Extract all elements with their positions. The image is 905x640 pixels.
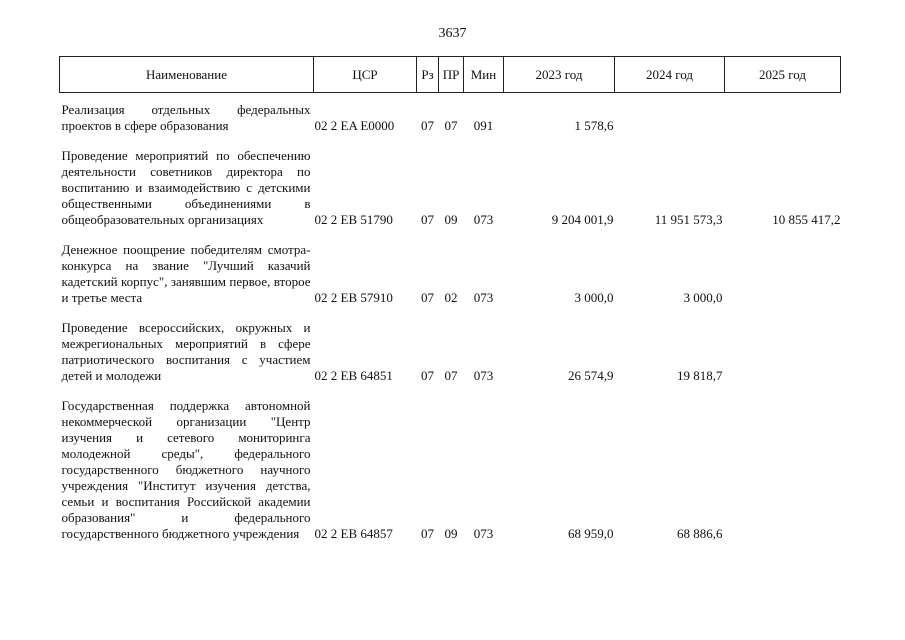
header-csr: ЦСР [314,57,417,93]
row-csr: 02 2 EB 64857 [314,526,393,541]
row-2025 [725,102,841,134]
row-2025 [725,398,841,542]
row-pr: 09 [444,526,458,541]
row-2024: 11 951 573,3 [654,212,723,227]
row-min: 073 [473,526,494,541]
row-min: 073 [473,368,494,383]
row-rz: 07 [421,290,434,305]
budget-table [59,56,841,542]
row-2023: 9 204 001,9 [551,212,614,227]
header-row [60,57,841,93]
row-2023: 68 959,0 [568,526,614,541]
row-min: 073 [473,212,494,227]
row-name: Денежное поощрение победителям смотра-конкурса на звание "Лучший казачий кадетский корпус", занявшим первое, второе и третье места [61,242,311,305]
table-row [60,398,841,542]
row-2024: 19 818,7 [677,368,723,383]
row-2024 [615,102,725,134]
row-rz: 07 [421,368,434,383]
row-2024: 68 886,6 [677,526,723,541]
page-number: 3637 [438,26,467,41]
header-2024: 2024 год [615,57,725,93]
row-pr: 02 [444,290,458,305]
row-2025: 10 855 417,2 [772,212,841,227]
row-rz: 07 [421,526,434,541]
row-2025 [725,242,841,306]
row-min: 091 [473,118,494,133]
row-csr: 02 2 EB 64851 [314,368,393,383]
row-pr: 07 [444,118,458,133]
header-pr: ПР [439,57,464,93]
row-csr: 02 2 EA E0000 [314,118,395,133]
table-row [60,102,841,134]
row-name: Государственная поддержка автономной некоммерческой организации "Центр изучения и сетевого мониторинга молодежной среды", федерального государственного бюджетного научного учреждения "Институт изучения детства, семьи и воспитания Российской академии образования" и федерального государственного бюджетного учреждения [61,398,311,541]
row-name: Проведение мероприятий по обеспечению деятельности советников директора по воспитанию и взаимодействию с детскими общественными объединениями в общеобразовательных организациях [61,148,311,227]
row-rz: 07 [421,118,434,133]
table-row [60,320,841,384]
row-csr: 02 2 EB 51790 [314,212,393,227]
row-2025 [725,320,841,384]
row-csr: 02 2 EB 57910 [314,290,393,305]
header-rz: Рз [417,57,439,93]
header-2023: 2023 год [504,57,615,93]
row-2024: 3 000,0 [683,290,723,305]
row-pr: 09 [444,212,458,227]
table-row [60,148,841,228]
row-min: 073 [473,290,494,305]
row-2023: 1 578,6 [574,118,614,133]
row-pr: 07 [444,368,458,383]
header-name: Наименование [60,57,314,93]
row-name: Реализация отдельных федеральных проектов в сфере образования [61,102,311,133]
header-2025: 2025 год [725,57,841,93]
row-2023: 26 574,9 [568,368,614,383]
row-2023: 3 000,0 [574,290,614,305]
row-name: Проведение всероссийских, окружных и межрегиональных мероприятий в сфере патриотического воспитания с участием детей и молодежи [61,320,311,383]
row-rz: 07 [421,212,434,227]
table-row [60,242,841,306]
header-min: Мин [464,57,504,93]
